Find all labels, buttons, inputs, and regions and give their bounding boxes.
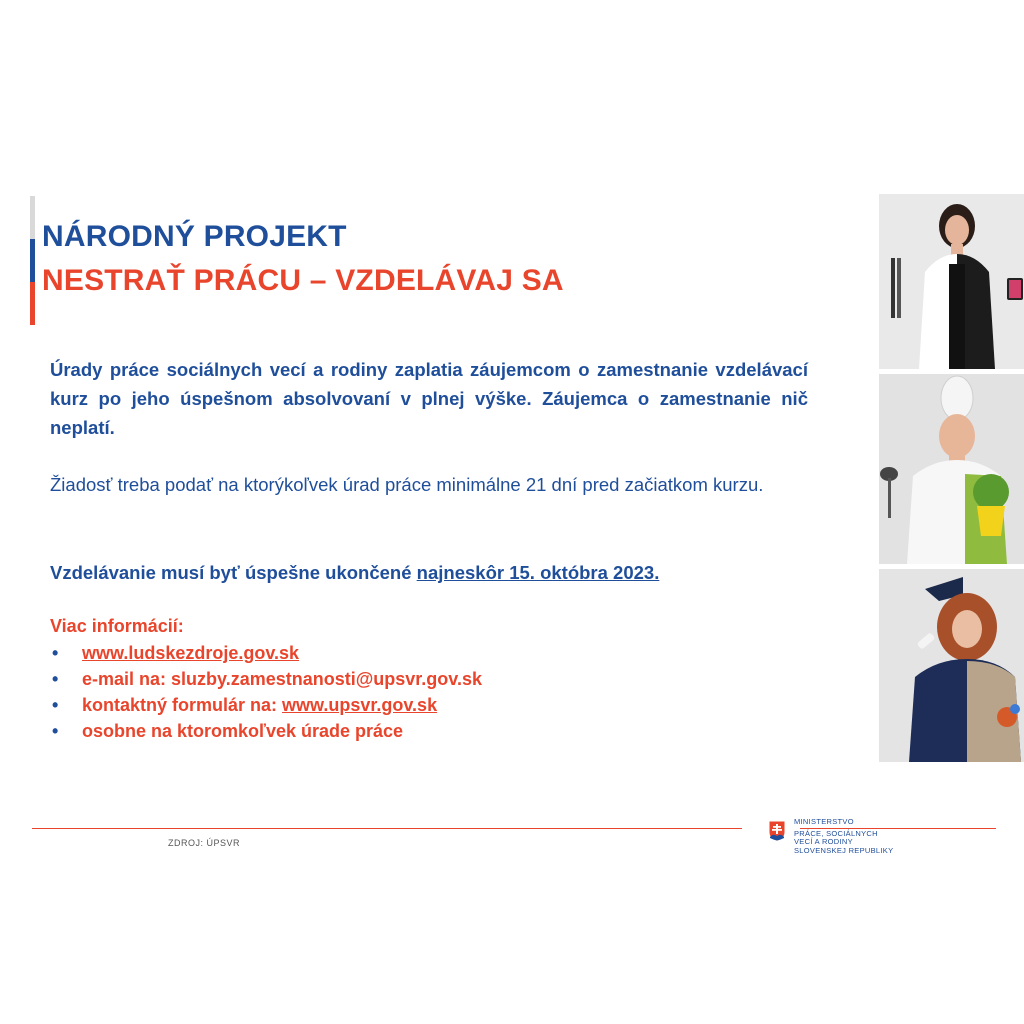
contact-form-prefix: kontaktný formulár na: [82,695,283,715]
paragraph-payment: Úrady práce sociálnych vecí a rodiny zaplatia záujemcom o zamestnanie vzdelávací kurz po jeho úspešnom absolvovaní v plnej výške. Záujemca o zamestnanie nič neplatí. [50,359,808,438]
bullet: • [52,695,59,715]
title-accent-bar [30,196,35,325]
paragraph-deadline [50,558,808,587]
ministry-logo [768,818,928,862]
source-label: ZDROJ: ÚPSVR [168,838,241,848]
accent-red-segment [30,282,35,325]
bullet: • [52,643,59,663]
accent-blue-segment [30,239,35,282]
photo-strip [879,194,1024,762]
link-upsvr[interactable]: www.upsvr.gov.sk [282,695,438,715]
ministry-line-4: SLOVENSKEJ REPUBLIKY [794,845,894,855]
title-line-1: NÁRODNÝ PROJEKT [42,220,347,253]
deadline-text: Vzdelávanie musí byť úspešne ukončené [50,562,417,583]
info-item-in-person [50,718,482,744]
bullet: • [52,669,59,689]
deadline-date: najneskôr 15. októbra 2023. [416,562,660,583]
info-item-contact-form [50,692,482,718]
title-line-2: NESTRAŤ PRÁCU – VZDELÁVAJ SA [42,264,564,297]
ministry-line-1: MINISTERSTVO [794,817,854,826]
info-heading: Viac informácií: [50,616,184,636]
footer-rule-left [32,828,742,829]
ministry-line-3: VECÍ A RODINY [794,837,853,846]
photo-chef-gardener [879,374,1024,564]
info-list [50,640,482,744]
info-item-email [50,666,482,692]
info-item-website [50,640,482,666]
accent-white-segment [30,196,35,239]
ministry-line-2: PRÁCE, SOCIÁLNYCH [794,828,878,838]
photo-hairdresser-businesswoman [879,194,1024,369]
email-text[interactable]: e-mail na: sluzby.zamestnanosti@upsvr.gov.sk [82,669,482,689]
slovak-crest-icon [768,820,786,842]
bullet: • [52,721,59,741]
paragraph-application: Žiadosť treba podať na ktorýkoľvek úrad práce minimálne 21 dní pred začiatkom kurzu. [50,474,764,495]
photo-graduate-artist [879,569,1024,762]
ministry-name [794,818,893,855]
link-ludskezdroje[interactable]: www.ludskezdroje.gov.sk [82,643,300,663]
in-person-text: osobne na ktoromkoľvek úrade práce [82,721,404,741]
